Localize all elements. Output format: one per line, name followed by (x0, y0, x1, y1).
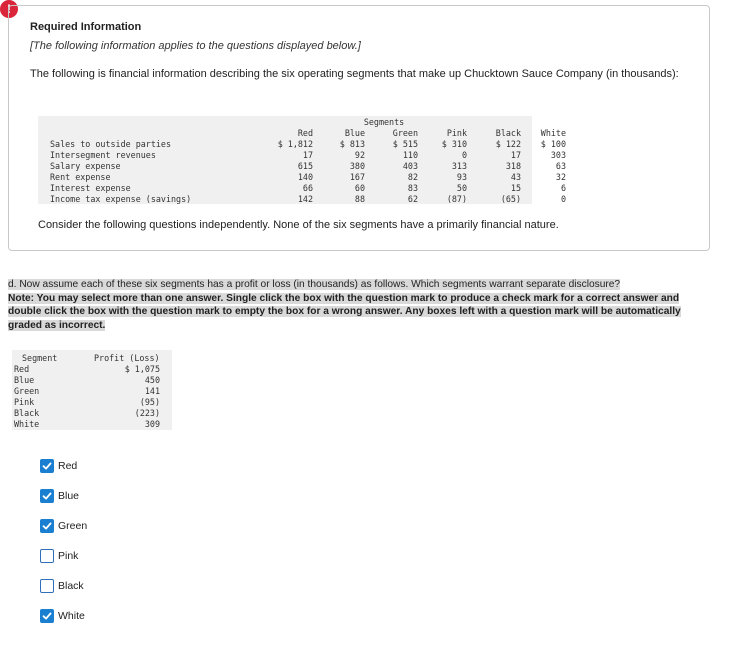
answer-label: Pink (58, 550, 79, 562)
checkmark-icon (42, 461, 52, 471)
column-header-green: Green (392, 128, 418, 138)
table-cell: $ 515 (392, 139, 418, 149)
row-label: Sales to outside parties (50, 139, 172, 149)
table-cell: $ 813 (339, 139, 365, 149)
checkbox-red[interactable] (40, 459, 54, 473)
column-header-blue: Blue (344, 128, 365, 138)
checkbox-green[interactable] (40, 519, 54, 533)
question-d-text: d. Now assume each of these six segments has a profit or loss (in thousands) as follows. Which segments warrant separate disclosure? (8, 279, 621, 290)
required-information-subtitle: [The following information applies to the questions displayed below.] (30, 40, 361, 52)
pl-segment: Blue (14, 375, 35, 385)
column-header-pink: Pink (446, 128, 467, 138)
row-label: Salary expense (50, 161, 121, 171)
table-cell: 403 (402, 161, 418, 171)
table-cell: 0 (560, 194, 566, 204)
row-label: Intersegment revenues (50, 150, 156, 160)
table-cell: $ 1,812 (277, 139, 313, 149)
table-cell: (87) (446, 194, 467, 204)
table-cell: $ 100 (540, 139, 566, 149)
pl-segment: Pink (14, 397, 35, 407)
pl-value: $ 1,075 (124, 364, 160, 374)
pl-value: 450 (144, 375, 160, 385)
checkbox-black[interactable] (40, 579, 54, 593)
row-label: Income tax expense (savings) (50, 194, 192, 204)
answer-label: Red (58, 460, 78, 472)
answer-option-blue[interactable] (40, 488, 79, 504)
alert-icon: ! (0, 0, 18, 18)
table-cell: (65) (500, 194, 521, 204)
table-cell: 167 (349, 172, 365, 182)
required-information-intro: The following is financial information describing the six operating segments that make up Chucktown Sauce Company (in thousands): (30, 68, 679, 80)
table-cell: 17 (510, 150, 521, 160)
checkmark-icon (42, 611, 52, 621)
table-cell: 303 (550, 150, 566, 160)
required-information-title: Required Information (30, 21, 142, 33)
table-cell: 6 (560, 183, 566, 193)
table-cell: 60 (354, 183, 365, 193)
table-cell: 110 (402, 150, 418, 160)
table-cell: 82 (407, 172, 418, 182)
checkbox-blue[interactable] (40, 489, 54, 503)
table-cell: 17 (302, 150, 313, 160)
pl-segment: White (14, 419, 40, 429)
table-cell: 62 (407, 194, 418, 204)
answer-label: Blue (58, 490, 80, 502)
consider-note: Consider the following questions independently. None of the six segments have a primarily financial nature. (38, 219, 559, 231)
table-cell: 0 (461, 150, 467, 160)
answer-option-red[interactable] (40, 458, 77, 474)
answer-option-pink[interactable] (40, 548, 78, 564)
column-header-white: White (540, 128, 566, 138)
column-header-black: Black (495, 128, 521, 138)
table-cell: 66 (302, 183, 313, 193)
segments-group-header: Segments (363, 117, 405, 127)
pl-value: 309 (144, 419, 160, 429)
question-d (8, 278, 712, 332)
table-cell: 318 (505, 161, 521, 171)
table-cell: 92 (354, 150, 365, 160)
table-cell: $ 310 (441, 139, 467, 149)
question-note: Note: You may select more than one answer. Single click the box with the question mark to produce a check mark for a correct answer and double click the box with the question mark to empty the box for a wrong answer. Any boxes left with a question mark will be automatically graded as incorrect. (8, 292, 681, 331)
answer-label: Green (58, 520, 88, 532)
table-cell: 140 (297, 172, 313, 182)
table-cell: 380 (349, 161, 365, 171)
table-cell: 615 (297, 161, 313, 171)
pl-header-profit-loss: Profit (Loss) (94, 353, 160, 363)
segment-financial-table (38, 116, 566, 204)
pl-header-segment: Segment (22, 353, 58, 363)
answer-label: White (58, 610, 85, 622)
table-cell: 50 (456, 183, 467, 193)
table-cell: $ 122 (495, 139, 521, 149)
table-cell: 32 (555, 172, 566, 182)
table-cell: 63 (555, 161, 566, 171)
profit-loss-table (12, 350, 172, 432)
table-cell: 93 (456, 172, 467, 182)
pl-segment: Red (14, 364, 30, 374)
row-label: Interest expense (50, 183, 131, 193)
checkmark-icon (42, 491, 52, 501)
pl-value: 141 (144, 386, 160, 396)
table-cell: 15 (510, 183, 521, 193)
table-cell: 43 (510, 172, 521, 182)
pl-value: (95) (139, 397, 160, 407)
answer-option-white[interactable] (40, 608, 85, 624)
answer-option-black[interactable] (40, 578, 84, 594)
column-header-red: Red (297, 128, 313, 138)
table-cell: 313 (451, 161, 467, 171)
checkbox-pink[interactable] (40, 549, 54, 563)
table-cell: 142 (297, 194, 313, 204)
checkmark-icon (42, 521, 52, 531)
row-label: Rent expense (50, 172, 111, 182)
pl-segment: Green (14, 386, 40, 396)
checkbox-white[interactable] (40, 609, 54, 623)
pl-segment: Black (14, 408, 40, 418)
answer-option-green[interactable] (40, 518, 87, 534)
table-cell: 88 (354, 194, 365, 204)
table-cell: 83 (407, 183, 418, 193)
answer-label: Black (58, 580, 84, 592)
pl-value: (223) (134, 408, 160, 418)
